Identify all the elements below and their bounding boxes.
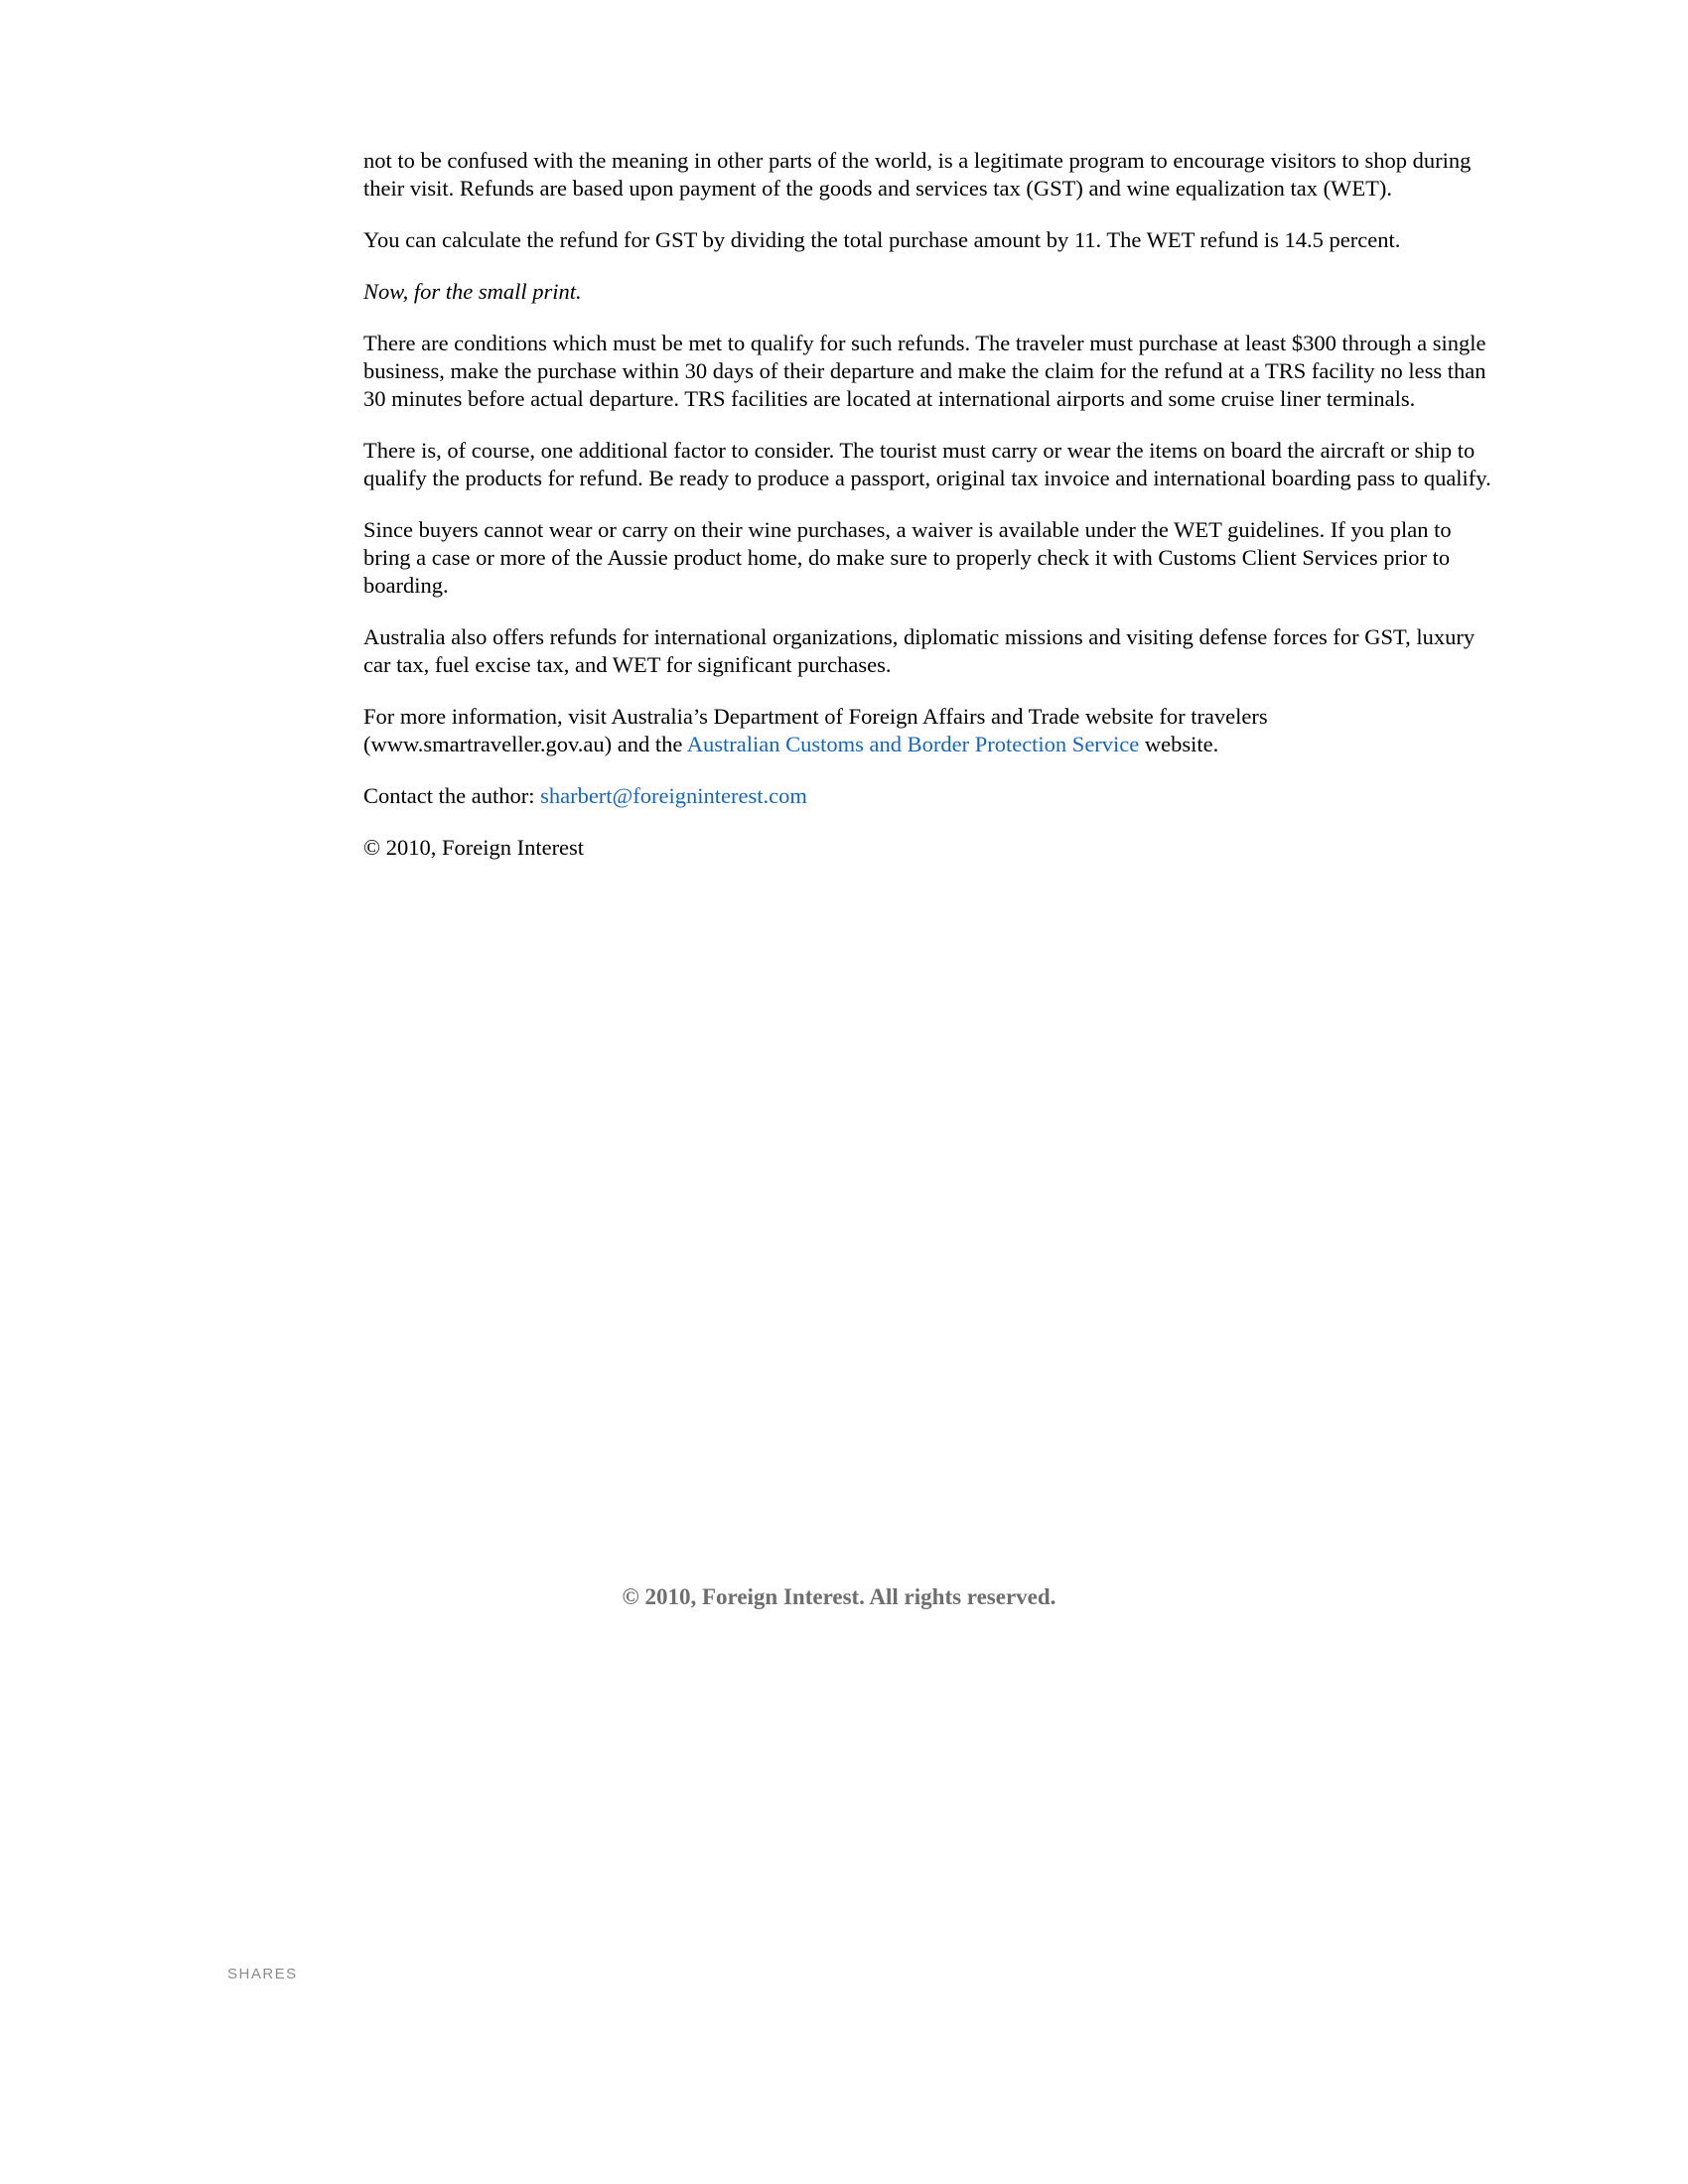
paragraph-more-information bbox=[363, 703, 1495, 758]
shares-label: SHARES bbox=[227, 1966, 298, 1982]
article-copyright: © 2010, Foreign Interest bbox=[363, 835, 585, 860]
customs-service-link[interactable]: Australian Customs and Border Protection Service bbox=[686, 732, 1140, 756]
paragraph-additional-factor: There is, of course, one additional factor to consider. The tourist must carry or wear the items on board the aircraft or ship to qualify the products for refund. Be ready to produce a passport, original tax invoice and international boarding pass to qualify. bbox=[363, 438, 1491, 490]
footer-copyright bbox=[0, 1584, 1688, 1610]
article-body bbox=[363, 147, 1495, 886]
paragraph-wine-waiver: Since buyers cannot wear or carry on their wine purchases, a waiver is available under the WET guidelines. If you plan to bring a case or more of the Aussie product home, do make sure to properly check it with Customs Client Services prior to boarding. bbox=[363, 517, 1452, 598]
paragraph-gst-calculation: You can calculate the refund for GST by dividing the total purchase amount by 11. The WET refund is 14.5 percent. bbox=[363, 227, 1401, 252]
more-info-suffix: website. bbox=[1139, 732, 1219, 756]
paragraph-tax-refund-intro: not to be confused with the meaning in other parts of the world, is a legitimate program to encourage visitors to shop during their visit. Refunds are based upon payment of the goods and services tax (GST) and wine equalization tax (WET). bbox=[363, 148, 1472, 201]
paragraph-contact-author bbox=[363, 782, 1495, 810]
paragraph-other-refunds: Australia also offers refunds for international organizations, diplomatic missions and visiting defense forces for GST, luxury car tax, fuel excise tax, and WET for significant purchases. bbox=[363, 624, 1476, 677]
more-info-text: For more information, visit Australia’s Department of Foreign Affairs and Trade website for travelers (www.smartraveller.gov.au) and the bbox=[363, 704, 1268, 756]
paragraph-conditions: There are conditions which must be met to qualify for such refunds. The traveler must purchase at least $300 through a single business, make the purchase within 30 days of their departure and make the claim for the refund at a TRS facility no less than 30 minutes before actual departure. TRS facilities are located at international airports and some cruise liner terminals. bbox=[363, 331, 1486, 411]
footer-copyright-text: © 2010, Foreign Interest. All rights reserved. bbox=[622, 1584, 1056, 1609]
author-email-link[interactable]: sharbert@foreigninterest.com bbox=[540, 783, 807, 808]
contact-label: Contact the author: bbox=[363, 783, 541, 808]
paragraph-small-print: Now, for the small print. bbox=[363, 279, 582, 304]
